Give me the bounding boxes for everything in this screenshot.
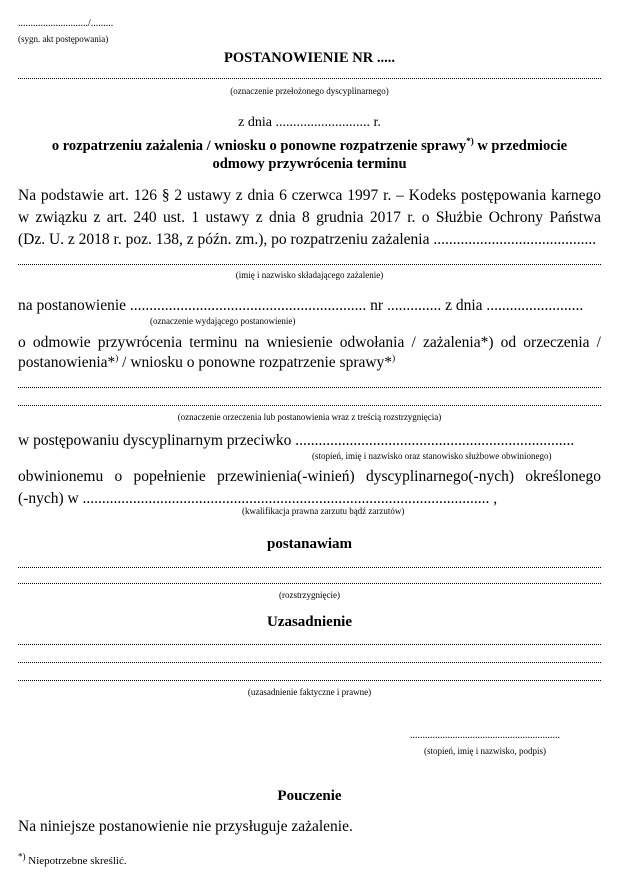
justification-dotted-line-3 bbox=[18, 680, 601, 681]
date-line: z dnia ........................... r. bbox=[238, 115, 381, 130]
ruling-dotted-line-1 bbox=[18, 387, 601, 388]
accused-caption: (stopień, imię i nazwisko oraz stanowisko służbowe obwinionego) bbox=[312, 451, 552, 461]
legal-basis-line-3: (Dz. U. z 2018 r. poz. 138, z późn. zm.), po rozpatrzeniu zażalenia .......................................... bbox=[18, 231, 597, 248]
instruction-text: Na niniejsze postanowienie nie przysługuje zażalenie. bbox=[18, 818, 353, 835]
footnote: *) Niepotrzebne skreślić. bbox=[18, 851, 127, 867]
resolution-heading: postanawiam bbox=[266, 536, 352, 552]
resolution-dotted-line-2 bbox=[18, 583, 601, 584]
signature-field: ............................................................ bbox=[410, 730, 560, 741]
instruction-heading: Pouczenie bbox=[277, 788, 342, 804]
justification-caption: (uzasadnienie faktyczne i prawne) bbox=[247, 687, 372, 697]
resolution-caption: (rozstrzygnięcie) bbox=[279, 590, 340, 600]
proceedings-line: w postępowaniu dyscyplinarnym przeciwko ........................................................................ bbox=[18, 432, 575, 449]
justification-dotted-line-2 bbox=[18, 662, 601, 663]
justification-heading: Uzasadnienie bbox=[266, 614, 352, 630]
decision-reference-line: na postanowienie ............................................................. nr .............. z dnia ......................... bbox=[18, 297, 584, 314]
signature-caption: (stopień, imię i nazwisko, podpis) bbox=[424, 746, 546, 756]
superior-caption: (oznaczenie przełożonego dyscyplinarnego) bbox=[230, 86, 389, 96]
ruling-dotted-line-2 bbox=[18, 405, 601, 406]
decision-issuer-caption: (oznaczenie wydającego postanowienie) bbox=[150, 316, 296, 326]
justification-dotted-line-1 bbox=[18, 644, 601, 645]
legal-basis-line-2: w związku z art. 240 ust. 1 ustawy z dnia 8 grudnia 2017 r. o Służbie Ochrony Państwa bbox=[18, 209, 601, 226]
resolution-dotted-line-1 bbox=[18, 567, 601, 568]
complainant-dotted-line bbox=[18, 264, 601, 265]
subtitle-line-1: o rozpatrzeniu zażalenia / wniosku o ponowne rozpatrzenie sprawy*) w przedmiocie bbox=[51, 136, 568, 154]
case-signature-field: ............................/......... bbox=[18, 18, 114, 29]
offence-line-1: obwinionemu o popełnienie przewinienia(-winień) dyscyplinarnego(-nych) określonego bbox=[18, 468, 601, 485]
complainant-caption: (imię i nazwisko składającego zażalenie) bbox=[235, 270, 384, 280]
superior-dotted-line bbox=[18, 78, 601, 79]
offence-line-2: (-nych) w ......................................................................................................... , bbox=[18, 490, 498, 507]
charge-qualification-caption: (kwalifikacja prawna zarzutu bądź zarzutów) bbox=[242, 506, 405, 516]
document-title: POSTANOWIENIE NR ..... bbox=[224, 50, 395, 66]
subtitle-line-2: odmowy przywrócenia terminu bbox=[212, 156, 407, 172]
refusal-line-1: o odmowie przywrócenia terminu na wniesienie odwołania / zażalenia*) od orzeczenia / bbox=[18, 334, 601, 351]
case-signature-caption: (sygn. akt postępowania) bbox=[18, 34, 109, 44]
legal-basis-line-1: Na podstawie art. 126 § 2 ustawy z dnia 6 czerwca 1997 r. – Kodeks postępowania karnego bbox=[18, 187, 601, 204]
ruling-caption: (oznaczenie orzeczenia lub postanowienia wraz z treścią rozstrzygnięcia) bbox=[177, 412, 442, 422]
refusal-line-2: postanowienia*) / wniosku o ponowne rozpatrzenie sprawy*) bbox=[18, 352, 396, 371]
